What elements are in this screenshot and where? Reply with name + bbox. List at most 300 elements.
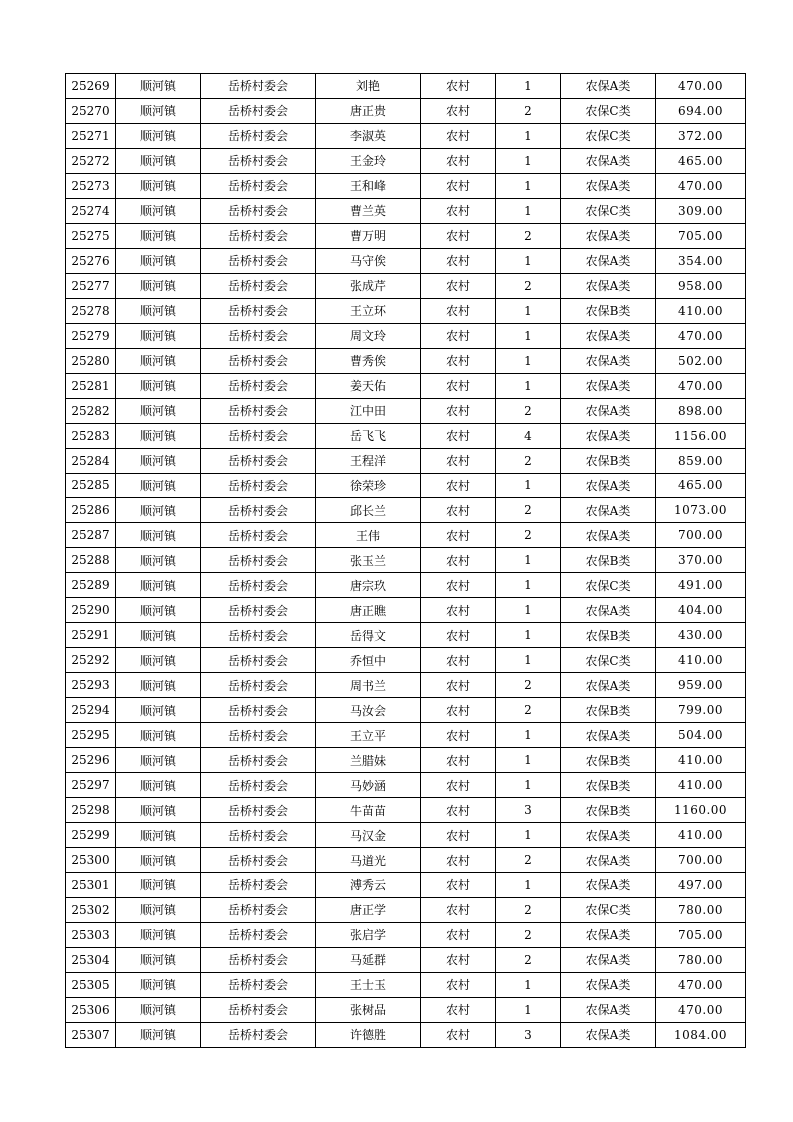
table-cell: 农村 [421, 748, 496, 773]
table-cell: 25306 [66, 997, 116, 1022]
table-cell: 农保A类 [561, 148, 656, 173]
table-cell: 25278 [66, 298, 116, 323]
table-cell: 农村 [421, 997, 496, 1022]
table-cell: 25281 [66, 373, 116, 398]
table-cell: 25295 [66, 723, 116, 748]
table-cell: 25289 [66, 573, 116, 598]
table-cell: 张玉兰 [316, 548, 421, 573]
table-cell: 1 [496, 323, 561, 348]
table-cell: 370.00 [656, 548, 746, 573]
table-cell: 25303 [66, 922, 116, 947]
table-cell: 农村 [421, 698, 496, 723]
table-cell: 岳桥村委会 [201, 548, 316, 573]
table-cell: 25273 [66, 173, 116, 198]
table-row [66, 723, 746, 748]
table-cell: 799.00 [656, 698, 746, 723]
table-cell: 25276 [66, 248, 116, 273]
table-cell: 顺河镇 [116, 298, 201, 323]
table-cell: 农村 [421, 773, 496, 798]
table-cell: 王士玉 [316, 972, 421, 997]
table-cell: 岳飞飞 [316, 423, 421, 448]
table-cell: 顺河镇 [116, 623, 201, 648]
table-cell: 顺河镇 [116, 648, 201, 673]
table-cell: 顺河镇 [116, 798, 201, 823]
table-row [66, 473, 746, 498]
table-cell: 牛苗苗 [316, 798, 421, 823]
table-cell: 470.00 [656, 173, 746, 198]
table-cell: 农村 [421, 323, 496, 348]
table-cell: 农保A类 [561, 598, 656, 623]
table-cell: 859.00 [656, 448, 746, 473]
table-cell: 周书兰 [316, 673, 421, 698]
table-cell: 农保A类 [561, 848, 656, 873]
table-cell: 岳桥村委会 [201, 323, 316, 348]
table-cell: 25302 [66, 897, 116, 922]
table-cell: 顺河镇 [116, 873, 201, 898]
table-cell: 470.00 [656, 373, 746, 398]
table-cell: 岳桥村委会 [201, 398, 316, 423]
table-row [66, 823, 746, 848]
table-row [66, 673, 746, 698]
table-cell: 唐正贵 [316, 98, 421, 123]
table-cell: 1 [496, 748, 561, 773]
table-cell: 农保A类 [561, 498, 656, 523]
records-table-body [66, 74, 746, 1048]
table-row [66, 773, 746, 798]
table-cell: 700.00 [656, 523, 746, 548]
table-cell: 农村 [421, 1022, 496, 1047]
table-cell: 曹秀俟 [316, 348, 421, 373]
table-cell: 邱长兰 [316, 498, 421, 523]
table-cell: 顺河镇 [116, 98, 201, 123]
table-cell: 农村 [421, 523, 496, 548]
table-cell: 农村 [421, 223, 496, 248]
table-cell: 354.00 [656, 248, 746, 273]
table-cell: 25297 [66, 773, 116, 798]
table-cell: 岳桥村委会 [201, 773, 316, 798]
table-cell: 岳桥村委会 [201, 573, 316, 598]
table-cell: 顺河镇 [116, 972, 201, 997]
table-cell: 顺河镇 [116, 473, 201, 498]
table-cell: 岳桥村委会 [201, 473, 316, 498]
table-cell: 农保B类 [561, 773, 656, 798]
table-cell: 农村 [421, 123, 496, 148]
table-cell: 1 [496, 373, 561, 398]
table-cell: 1 [496, 598, 561, 623]
table-cell: 岳桥村委会 [201, 248, 316, 273]
table-cell: 岳桥村委会 [201, 648, 316, 673]
table-cell: 顺河镇 [116, 198, 201, 223]
table-cell: 1 [496, 773, 561, 798]
table-cell: 农村 [421, 348, 496, 373]
table-cell: 曹万明 [316, 223, 421, 248]
table-cell: 25307 [66, 1022, 116, 1047]
table-cell: 岳桥村委会 [201, 848, 316, 873]
table-row [66, 373, 746, 398]
table-cell: 顺河镇 [116, 922, 201, 947]
table-cell: 1 [496, 123, 561, 148]
table-cell: 491.00 [656, 573, 746, 598]
table-cell: 王立环 [316, 298, 421, 323]
table-cell: 姜天佑 [316, 373, 421, 398]
table-cell: 徐荣珍 [316, 473, 421, 498]
table-cell: 25294 [66, 698, 116, 723]
table-cell: 马延群 [316, 947, 421, 972]
table-cell: 许德胜 [316, 1022, 421, 1047]
table-cell: 694.00 [656, 98, 746, 123]
table-cell: 1 [496, 74, 561, 99]
table-cell: 顺河镇 [116, 273, 201, 298]
table-cell: 农保A类 [561, 997, 656, 1022]
table-cell: 顺河镇 [116, 1022, 201, 1047]
table-cell: 2 [496, 273, 561, 298]
table-cell: 唐正学 [316, 897, 421, 922]
table-cell: 504.00 [656, 723, 746, 748]
table-cell: 农保A类 [561, 398, 656, 423]
table-cell: 顺河镇 [116, 398, 201, 423]
table-cell: 25292 [66, 648, 116, 673]
table-cell: 顺河镇 [116, 723, 201, 748]
table-cell: 岳桥村委会 [201, 798, 316, 823]
table-cell: 2 [496, 922, 561, 947]
table-cell: 岳桥村委会 [201, 673, 316, 698]
table-cell: 岳桥村委会 [201, 74, 316, 99]
table-cell: 岳桥村委会 [201, 173, 316, 198]
table-cell: 顺河镇 [116, 173, 201, 198]
table-cell: 372.00 [656, 123, 746, 148]
table-cell: 农村 [421, 98, 496, 123]
table-cell: 农保C类 [561, 98, 656, 123]
table-cell: 1084.00 [656, 1022, 746, 1047]
table-cell: 农保B类 [561, 448, 656, 473]
table-cell: 岳桥村委会 [201, 523, 316, 548]
table-cell: 2 [496, 398, 561, 423]
table-row [66, 897, 746, 922]
table-cell: 周文玲 [316, 323, 421, 348]
table-cell: 898.00 [656, 398, 746, 423]
table-cell: 农保A类 [561, 947, 656, 972]
table-cell: 25301 [66, 873, 116, 898]
table-cell: 农村 [421, 922, 496, 947]
table-cell: 王立平 [316, 723, 421, 748]
table-cell: 农保A类 [561, 323, 656, 348]
table-cell: 农保B类 [561, 748, 656, 773]
table-cell: 农村 [421, 947, 496, 972]
table-cell: 农村 [421, 673, 496, 698]
table-cell: 顺河镇 [116, 498, 201, 523]
table-cell: 1 [496, 723, 561, 748]
table-cell: 岳桥村委会 [201, 623, 316, 648]
table-cell: 25291 [66, 623, 116, 648]
table-cell: 3 [496, 1022, 561, 1047]
table-cell: 25280 [66, 348, 116, 373]
table-cell: 岳桥村委会 [201, 1022, 316, 1047]
table-cell: 农保C类 [561, 198, 656, 223]
table-cell: 岳桥村委会 [201, 98, 316, 123]
table-row [66, 423, 746, 448]
table-row [66, 223, 746, 248]
table-cell: 农保A类 [561, 74, 656, 99]
table-cell: 25272 [66, 148, 116, 173]
table-row [66, 98, 746, 123]
table-cell: 470.00 [656, 74, 746, 99]
table-cell: 2 [496, 523, 561, 548]
table-cell: 25270 [66, 98, 116, 123]
table-cell: 农保B类 [561, 698, 656, 723]
table-cell: 农村 [421, 598, 496, 623]
table-row [66, 248, 746, 273]
table-cell: 农村 [421, 298, 496, 323]
table-cell: 农村 [421, 273, 496, 298]
table-cell: 1 [496, 823, 561, 848]
table-cell: 顺河镇 [116, 748, 201, 773]
table-cell: 曹兰英 [316, 198, 421, 223]
table-cell: 岳桥村委会 [201, 823, 316, 848]
table-cell: 岳桥村委会 [201, 148, 316, 173]
table-cell: 25298 [66, 798, 116, 823]
table-cell: 岳桥村委会 [201, 223, 316, 248]
table-cell: 农保B类 [561, 623, 656, 648]
table-cell: 309.00 [656, 198, 746, 223]
table-cell: 410.00 [656, 298, 746, 323]
table-row [66, 74, 746, 99]
table-row [66, 748, 746, 773]
table-cell: 顺河镇 [116, 773, 201, 798]
table-cell: 岳桥村委会 [201, 897, 316, 922]
table-cell: 2 [496, 498, 561, 523]
table-cell: 700.00 [656, 848, 746, 873]
table-cell: 1 [496, 972, 561, 997]
table-row [66, 348, 746, 373]
table-cell: 465.00 [656, 473, 746, 498]
table-cell: 25275 [66, 223, 116, 248]
table-cell: 农保A类 [561, 673, 656, 698]
table-cell: 25269 [66, 74, 116, 99]
table-cell: 刘艳 [316, 74, 421, 99]
table-cell: 岳桥村委会 [201, 698, 316, 723]
table-cell: 25287 [66, 523, 116, 548]
table-cell: 岳桥村委会 [201, 922, 316, 947]
table-cell: 25282 [66, 398, 116, 423]
table-cell: 顺河镇 [116, 548, 201, 573]
table-cell: 岳桥村委会 [201, 997, 316, 1022]
table-cell: 岳桥村委会 [201, 873, 316, 898]
table-row [66, 523, 746, 548]
table-cell: 1 [496, 573, 561, 598]
table-cell: 岳桥村委会 [201, 123, 316, 148]
table-cell: 王和峰 [316, 173, 421, 198]
table-cell: 25271 [66, 123, 116, 148]
table-row [66, 848, 746, 873]
table-cell: 农村 [421, 573, 496, 598]
table-cell: 马妙涵 [316, 773, 421, 798]
table-cell: 2 [496, 673, 561, 698]
table-cell: 农村 [421, 198, 496, 223]
table-cell: 农保B类 [561, 798, 656, 823]
table-row [66, 273, 746, 298]
table-cell: 岳桥村委会 [201, 273, 316, 298]
table-cell: 25290 [66, 598, 116, 623]
table-cell: 农保A类 [561, 373, 656, 398]
table-cell: 农村 [421, 623, 496, 648]
table-cell: 2 [496, 223, 561, 248]
table-cell: 470.00 [656, 997, 746, 1022]
table-row [66, 648, 746, 673]
table-cell: 农保A类 [561, 273, 656, 298]
table-cell: 农村 [421, 798, 496, 823]
table-cell: 1 [496, 198, 561, 223]
table-cell: 顺河镇 [116, 947, 201, 972]
table-cell: 顺河镇 [116, 423, 201, 448]
table-cell: 25274 [66, 198, 116, 223]
table-row [66, 598, 746, 623]
table-row [66, 947, 746, 972]
table-cell: 顺河镇 [116, 74, 201, 99]
table-cell: 410.00 [656, 748, 746, 773]
table-cell: 岳桥村委会 [201, 972, 316, 997]
table-cell: 岳桥村委会 [201, 598, 316, 623]
table-cell: 1 [496, 873, 561, 898]
table-cell: 农保A类 [561, 223, 656, 248]
records-table [65, 73, 746, 1048]
table-cell: 25284 [66, 448, 116, 473]
table-cell: 农保C类 [561, 573, 656, 598]
table-cell: 乔恒中 [316, 648, 421, 673]
table-cell: 农保A类 [561, 423, 656, 448]
table-cell: 25296 [66, 748, 116, 773]
table-cell: 1160.00 [656, 798, 746, 823]
table-cell: 25285 [66, 473, 116, 498]
table-cell: 顺河镇 [116, 448, 201, 473]
table-cell: 岳桥村委会 [201, 198, 316, 223]
table-row [66, 573, 746, 598]
table-row [66, 398, 746, 423]
table-cell: 1 [496, 648, 561, 673]
table-cell: 岳桥村委会 [201, 348, 316, 373]
table-row [66, 997, 746, 1022]
table-cell: 王金玲 [316, 148, 421, 173]
table-cell: 农保A类 [561, 922, 656, 947]
table-cell: 农保B类 [561, 548, 656, 573]
table-cell: 岳桥村委会 [201, 748, 316, 773]
table-cell: 470.00 [656, 323, 746, 348]
table-cell: 25304 [66, 947, 116, 972]
table-row [66, 498, 746, 523]
table-cell: 25283 [66, 423, 116, 448]
table-cell: 岳得文 [316, 623, 421, 648]
table-cell: 顺河镇 [116, 897, 201, 922]
table-cell: 马汉金 [316, 823, 421, 848]
table-cell: 马守俟 [316, 248, 421, 273]
table-cell: 705.00 [656, 922, 746, 947]
table-row [66, 798, 746, 823]
table-cell: 2 [496, 947, 561, 972]
table-cell: 25286 [66, 498, 116, 523]
table-cell: 25277 [66, 273, 116, 298]
table-cell: 农保A类 [561, 873, 656, 898]
table-cell: 2 [496, 848, 561, 873]
table-cell: 410.00 [656, 648, 746, 673]
table-cell: 岳桥村委会 [201, 298, 316, 323]
table-cell: 410.00 [656, 823, 746, 848]
table-cell: 1156.00 [656, 423, 746, 448]
table-cell: 农村 [421, 448, 496, 473]
table-cell: 岳桥村委会 [201, 448, 316, 473]
table-cell: 2 [496, 448, 561, 473]
table-cell: 470.00 [656, 972, 746, 997]
table-cell: 25288 [66, 548, 116, 573]
table-cell: 农村 [421, 498, 496, 523]
table-cell: 唐正瞧 [316, 598, 421, 623]
table-cell: 农村 [421, 648, 496, 673]
table-cell: 25305 [66, 972, 116, 997]
table-cell: 岳桥村委会 [201, 423, 316, 448]
table-cell: 农保A类 [561, 972, 656, 997]
table-cell: 农保C类 [561, 648, 656, 673]
table-row [66, 123, 746, 148]
table-cell: 张启学 [316, 922, 421, 947]
table-cell: 2 [496, 98, 561, 123]
table-cell: 25293 [66, 673, 116, 698]
table-cell: 王程洋 [316, 448, 421, 473]
table-cell: 1 [496, 348, 561, 373]
table-cell: 岳桥村委会 [201, 498, 316, 523]
table-cell: 农保A类 [561, 523, 656, 548]
table-cell: 顺河镇 [116, 673, 201, 698]
table-cell: 顺河镇 [116, 848, 201, 873]
table-cell: 王伟 [316, 523, 421, 548]
table-cell: 农保A类 [561, 1022, 656, 1047]
table-row [66, 298, 746, 323]
table-cell: 岳桥村委会 [201, 723, 316, 748]
table-cell: 马汝会 [316, 698, 421, 723]
table-cell: 农村 [421, 897, 496, 922]
table-cell: 农保C类 [561, 123, 656, 148]
table-cell: 张树品 [316, 997, 421, 1022]
table-cell: 顺河镇 [116, 573, 201, 598]
table-cell: 410.00 [656, 773, 746, 798]
table-cell: 农村 [421, 423, 496, 448]
table-cell: 农村 [421, 248, 496, 273]
table-cell: 顺河镇 [116, 223, 201, 248]
table-cell: 农村 [421, 173, 496, 198]
table-cell: 顺河镇 [116, 698, 201, 723]
table-cell: 顺河镇 [116, 323, 201, 348]
table-cell: 农保A类 [561, 173, 656, 198]
table-cell: 顺河镇 [116, 523, 201, 548]
table-cell: 1 [496, 623, 561, 648]
table-cell: 农村 [421, 74, 496, 99]
table-row [66, 873, 746, 898]
table-cell: 4 [496, 423, 561, 448]
table-cell: 1 [496, 298, 561, 323]
table-cell: 马道光 [316, 848, 421, 873]
table-cell: 农村 [421, 373, 496, 398]
table-cell: 农保A类 [561, 348, 656, 373]
table-row [66, 198, 746, 223]
table-cell: 农村 [421, 398, 496, 423]
table-cell: 张成芹 [316, 273, 421, 298]
table-cell: 497.00 [656, 873, 746, 898]
table-row [66, 623, 746, 648]
table-cell: 502.00 [656, 348, 746, 373]
table-cell: 农村 [421, 848, 496, 873]
table-cell: 农保A类 [561, 473, 656, 498]
table-cell: 2 [496, 897, 561, 922]
table-cell: 农保A类 [561, 248, 656, 273]
table-cell: 404.00 [656, 598, 746, 623]
table-cell: 李淑英 [316, 123, 421, 148]
